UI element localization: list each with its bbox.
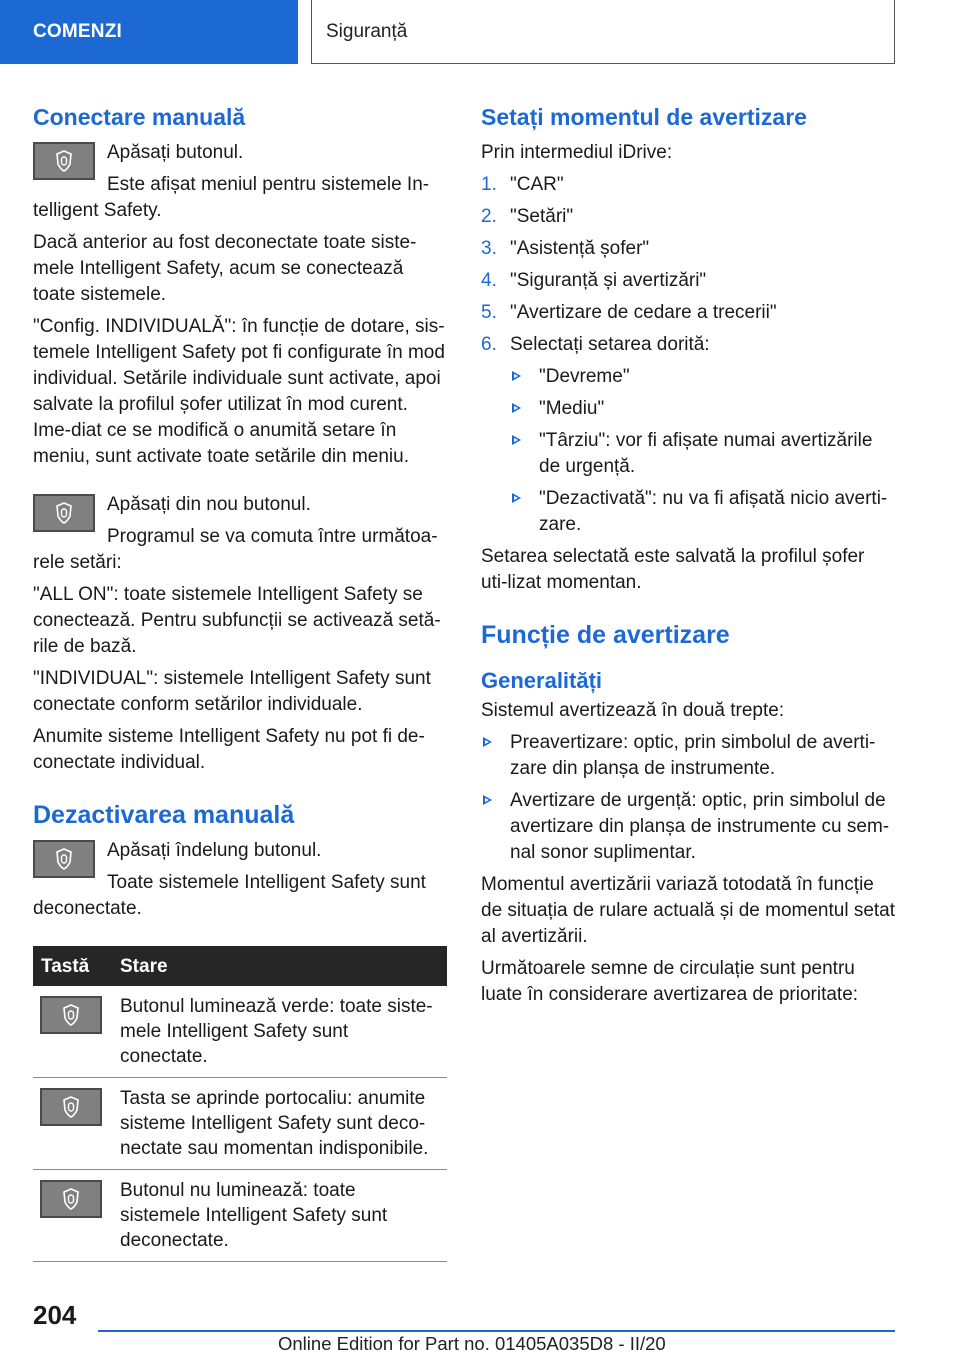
footer-divider [98,1330,895,1332]
text-program-switch: Programul se va comuta între următoa‐rele setări: [33,526,438,573]
text-traffic-signs: Următoarele semne de circulație sunt pentru luate în considerare avertizarea de prioritate: [481,958,859,1005]
chapter-title: Siguranță [326,20,408,42]
triangle-bullet-icon [483,795,492,805]
list-item: 5. "Avertizare de cedare a trecerii" [481,302,777,323]
text-via-idrive: Prin intermediul iDrive: [481,142,673,163]
instruction-press-long [33,838,447,928]
section-tab [0,0,298,64]
table-header-row [33,946,447,986]
list-item: 4. "Siguranță și avertizări" [481,270,707,291]
col-header-state: Stare [112,946,447,986]
list-item: "Mediu" [510,396,895,422]
text-two-stages: Sistemul avertizează în două trepte: [481,700,785,721]
text-press-long: Apăsați îndelung butonul. [107,840,322,861]
text-timing: Momentul avertizării variază totodată în funcție de situația de rulare actuală și de momentul setat al avertizării. [481,874,896,947]
table-row [33,1078,447,1170]
list-item: 6. Selectați setarea dorită: "Devreme" "Mediu" "Târziu": vor fi afișate numai avertizările de urgență. "Dezactivată": nu va fi afișată nicio averti‐zare. [481,332,895,538]
left-column [33,100,447,1262]
chapter-header [311,0,895,64]
list-item: 2. "Setări" [481,206,574,227]
list-item: "Devreme" [510,364,895,390]
heading-manual-off: Dezactivarea manuală [33,801,295,829]
footer-edition: Online Edition for Part no. 01405A035D8 - II/20 [278,1333,666,1354]
table-row [33,1170,447,1262]
intelligent-safety-button-icon [33,142,95,180]
text-prev-off: Dacă anterior au fost deconectate toate siste‐mele Intelligent Safety, acum se conectează toate sistemele. [33,232,417,305]
list-item: 3. "Asistență șofer" [481,238,650,259]
text-press-button: Apăsați butonul. [107,142,244,163]
text-all-off: Toate sistemele Intelligent Safety sunt deconectate. [33,872,426,919]
intelligent-safety-button-icon [40,996,102,1034]
instruction-press-button [33,140,447,230]
triangle-bullet-icon [512,371,521,381]
text-setting-saved: Setarea selectată este salvată la profilul șofer uti‐lizat momentan. [481,546,865,593]
text-config-individual: "Config. INDIVIDUALĂ": în funcție de dotare, sis‐temele Intelligent Safety pot fi configurate în mod individual. Setările individuale sunt activate, apoi salvate la profilul șofer utilizat în mod curent. Ime‐diat ce se modifică o anumită setare în meniu, sunt activate toate setările din meniu. [33,316,445,467]
col-header-key: Tastă [33,946,112,986]
state-text: Tasta se aprinde portocaliu: anumite sisteme Intelligent Safety sunt deco‐nectate sau momentan indisponibile. [112,1078,447,1170]
text-some-systems: Anumite sisteme Intelligent Safety nu pot fi de‐conectate individual. [33,726,425,773]
state-text: Butonul nu luminează: toate sistemele Intelligent Safety sunt deconectate. [112,1170,447,1262]
list-item: 1. "CAR" [481,174,564,195]
triangle-bullet-icon [483,737,492,747]
text-press-again: Apăsați din nou butonul. [107,494,311,515]
list-item: Avertizare de urgență: optic, prin simbolul de avertizare din planșa de instrumente cu sem‐nal sonor suplimentar. [481,788,895,866]
table-row [33,986,447,1078]
heading-set-warning-time: Setați momentul de avertizare [481,104,807,130]
options-list [510,364,895,538]
text-all-on: "ALL ON": toate sistemele Intelligent Safety se conectează. Pentru subfuncții se activează setă‐rile de bază. [33,584,441,657]
page-number: 204 [33,1300,77,1330]
heading-manual-on: Conectare manuală [33,104,246,130]
triangle-bullet-icon [512,403,521,413]
intelligent-safety-button-icon [33,494,95,532]
right-column [481,100,895,1014]
instruction-press-again [33,492,447,582]
stages-list [481,730,895,866]
heading-warning-function: Funcție de avertizare [481,621,730,649]
state-text: Butonul luminează verde: toate siste‐mele Intelligent Safety sunt conectate. [112,986,447,1078]
heading-general: Generalități [481,668,603,693]
intelligent-safety-button-icon [40,1088,102,1126]
text-individual: "INDIVIDUAL": sistemele Intelligent Safety sunt conectate conform setărilor individuale. [33,668,431,715]
section-label: COMENZI [33,21,123,42]
intelligent-safety-button-icon [33,840,95,878]
steps-list [481,172,895,538]
list-item: "Dezactivată": nu va fi afișată nicio averti‐zare. [510,486,895,538]
triangle-bullet-icon [512,435,521,445]
text-menu-shown: Este afișat meniul pentru sistemele In‐telligent Safety. [33,174,430,221]
button-state-table [33,946,447,1262]
intelligent-safety-button-icon [40,1180,102,1218]
triangle-bullet-icon [512,493,521,503]
list-item: "Târziu": vor fi afișate numai avertizările de urgență. [510,428,895,480]
list-item: Preavertizare: optic, prin simbolul de averti‐zare din planșa de instrumente. [481,730,895,782]
